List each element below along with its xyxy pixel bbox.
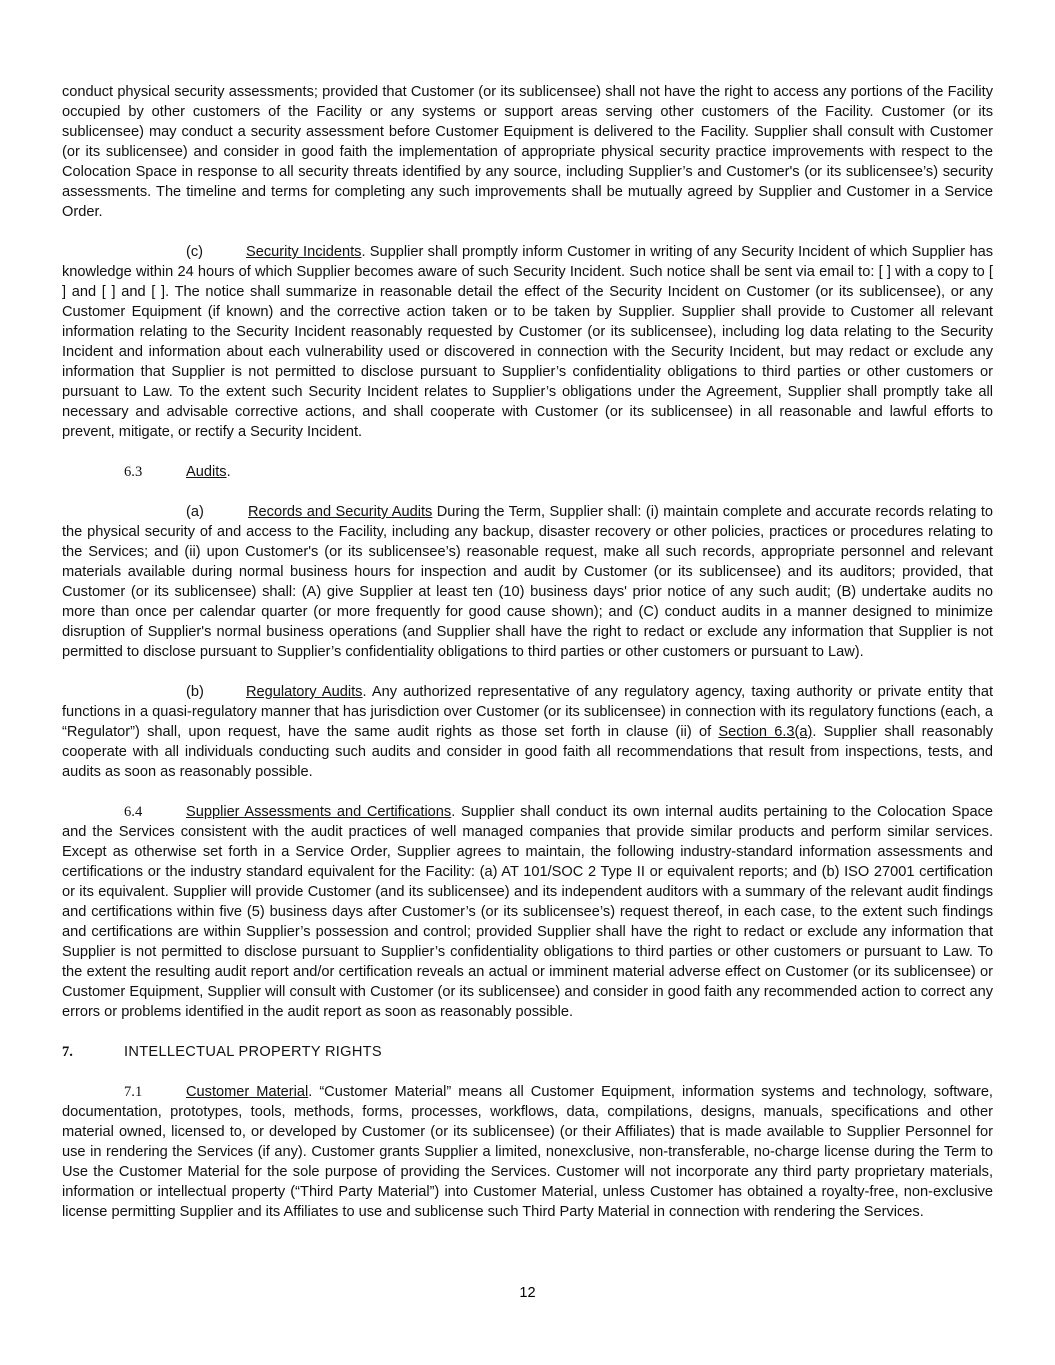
clause-title-records-audits: Records and Security Audits — [248, 504, 433, 520]
section-number: 7. — [62, 1044, 73, 1060]
paragraph-text: . Supplier shall promptly inform Customer in writing of any Security Incident of which Supplier has knowledge within 24 hours of which Supplier becomes aware of such Security Incident. Such notice shall be sent via email to: [ ] with a copy to [ ] and [ ] and [ ]. The notice shall summarize in reasonable detail the effect of the Security Incident on Customer (or its sublicensee), or any Customer Equipment (if known) and the corrective action taken or to be taken by Supplier. Supplier shall provide to Customer all relevant information relating to the Security Incident reasonably requested by Customer (or its sublicensee), including log data relating to the Security Incident and information about each vulnerability used or discovered in connection with the Security Incident, but may redact or exclude any information that Supplier is not permitted to disclose pursuant to Supplier’s confidentiality obligations to third parties or other customers or pursuant to Law. To the extent such Security Incident relates to Supplier’s obligations under the Agreement, Supplier shall promptly take all necessary and advisable corrective actions, and shall cooperate with Customer (or its sublicensee) in all reasonable and lawful efforts to prevent, mitigate, or rectify a Security Incident. — [62, 244, 993, 440]
section-title-ip-rights: INTELLECTUAL PROPERTY RIGHTS — [124, 1044, 382, 1060]
section-heading-6-3: 6.3 Audits. — [62, 462, 993, 482]
paragraph-text: . Any authorized representative of any regulatory agency, taxing authority or private entity that functions in a quasi-regulatory manner that has jurisdiction over Customer (or its sublicensee) in connection with its regulatory functions (each, a “Regulator”) shall, upon request, have the same audit rights as those set forth in clause (ii) of — [62, 684, 993, 740]
paragraph-customer-material — [62, 1082, 993, 1222]
clause-label-b: (b) — [186, 684, 204, 700]
section-heading-7 — [62, 1042, 993, 1062]
paragraph-supplier-assessments — [62, 802, 993, 1022]
clause-label-c: (c) — [186, 244, 204, 260]
clause-label-a: (a) — [186, 504, 204, 520]
section-number: 6.3 — [124, 464, 143, 480]
paragraph-text: . Supplier shall reasonably cooperate with all individuals conducting such audits and consider in good faith all recommendations that result from inspections, tests, and audits as soon as reasonably possible. — [62, 724, 993, 780]
paragraph-physical-security — [62, 82, 993, 222]
section-title-supplier-assessments: Supplier Assessments and Certifications — [186, 804, 452, 820]
paragraph-security-incidents — [62, 242, 993, 442]
paragraph-text: . Supplier shall conduct its own internal audits pertaining to the Colocation Space and the Services consistent with the audit practices of well managed companies that provide similar products and perform similar services. Except as otherwise set forth in a Service Order, Supplier agrees to maintain, the following industry-standard information assessments and certifications or the industry standard equivalent for the Facility: (a) AT 101/SOC 2 Type II or equivalent reports; and (b) ISO 27001 certification or its equivalent. Supplier will provide Customer (and its sublicensee) and its independent auditors with a summary of the relevant audit findings and certifications within five (5) business days after Customer’s (or its sublicensee’s) request thereof, in each case, to the extent such findings and certifications are within Supplier’s possession and control; provided Supplier shall have the right to redact or exclude any information that Supplier is not permitted to disclose pursuant to Supplier’s confidentiality obligations to third parties or other customers or pursuant to Law. To the extent the resulting audit report and/or certification reveals an actual or imminent material adverse effect on Customer (or its sublicensee) or Customer Equipment, Supplier will consult with Customer (or its sublicensee) and consider in good faith any recommended action to correct any errors or problems identified in the audit report as soon as reasonably possible. — [62, 804, 993, 1020]
paragraph-text: During the Term, Supplier shall: (i) maintain complete and accurate records relating to the physical security of and access to the Facility, including any backup, disaster recovery or other policies, practices or procedures relating to the Services; and (ii) upon Customer's (or its sublicensee’s) reasonable request, make all such records, appropriate personnel and relevant materials available during normal business hours for inspection and audit by Customer (or its sublicensee) and its auditors; provided, that Customer (or its sublicensee) shall: (A) give Supplier at least ten (10) business days' prior notice of any such audit; (B) undertake audits no more than once per calendar quarter (or more frequently for good cause shown); and (C) conduct audits in a manner designed to minimize disruption of Supplier's normal business operations (and Supplier shall have the right to redact or exclude any information that Supplier is not permitted to disclose pursuant to Supplier’s confidentiality obligations to third parties or other customers or pursuant to Law). — [62, 504, 993, 660]
clause-title-security-incidents: Security Incidents — [246, 244, 362, 260]
section-title-customer-material: Customer Material — [186, 1084, 309, 1100]
clause-title-regulatory-audits: Regulatory Audits — [246, 684, 363, 700]
paragraph-text: conduct physical security assessments; provided that Customer (or its sublicensee) shall not have the right to access any portions of the Facility occupied by other customers of the Facility or any systems or support areas serving other customers of the Facility. Customer (or its sublicensee) may conduct a security assessment before Customer Equipment is delivered to the Facility. Supplier shall consult with Customer (or its sublicensee) and consider in good faith the implementation of appropriate physical security practice improvements with respect to the Colocation Space in response to all security threats identified by any source, including Supplier’s and Customer's (or its sublicensee’s) security assessments. The timeline and terms for completing any such improvements shall be mutually agreed by Supplier and Customer in a Service Order. — [62, 84, 993, 220]
paragraph-text: . “Customer Material” means all Customer Equipment, information systems and technology, software, documentation, prototypes, tools, methods, forms, processes, workflows, data, compilations, designs, manuals, specifications and other material owned, licensed to, or developed by Customer (or its sublicensee) (or their Affiliates) that is made available to Supplier Personnel for use in rendering the Services (if any). Customer grants Supplier a limited, nonexclusive, non-transferable, no-charge license during the Term to Use the Customer Material for the sole purpose of providing the Services. Customer will not incorporate any third party proprietary materials, information or intellectual property (“Third Party Material”) into Customer Material, unless Customer has obtained a royalty-free, non-exclusive license permitting Supplier and its Affiliates to use and sublicense such Third Party Material in connection with rendering the Services. — [62, 1084, 993, 1220]
section-title-audits: Audits — [186, 464, 227, 480]
paragraph-regulatory-audits — [62, 682, 993, 782]
section-reference-link: Section 6.3(a) — [718, 724, 813, 740]
section-number: 6.4 — [124, 804, 143, 820]
section-number: 7.1 — [124, 1084, 143, 1100]
page-number: 12 — [519, 1285, 536, 1301]
paragraph-records-security-audits — [62, 502, 993, 662]
